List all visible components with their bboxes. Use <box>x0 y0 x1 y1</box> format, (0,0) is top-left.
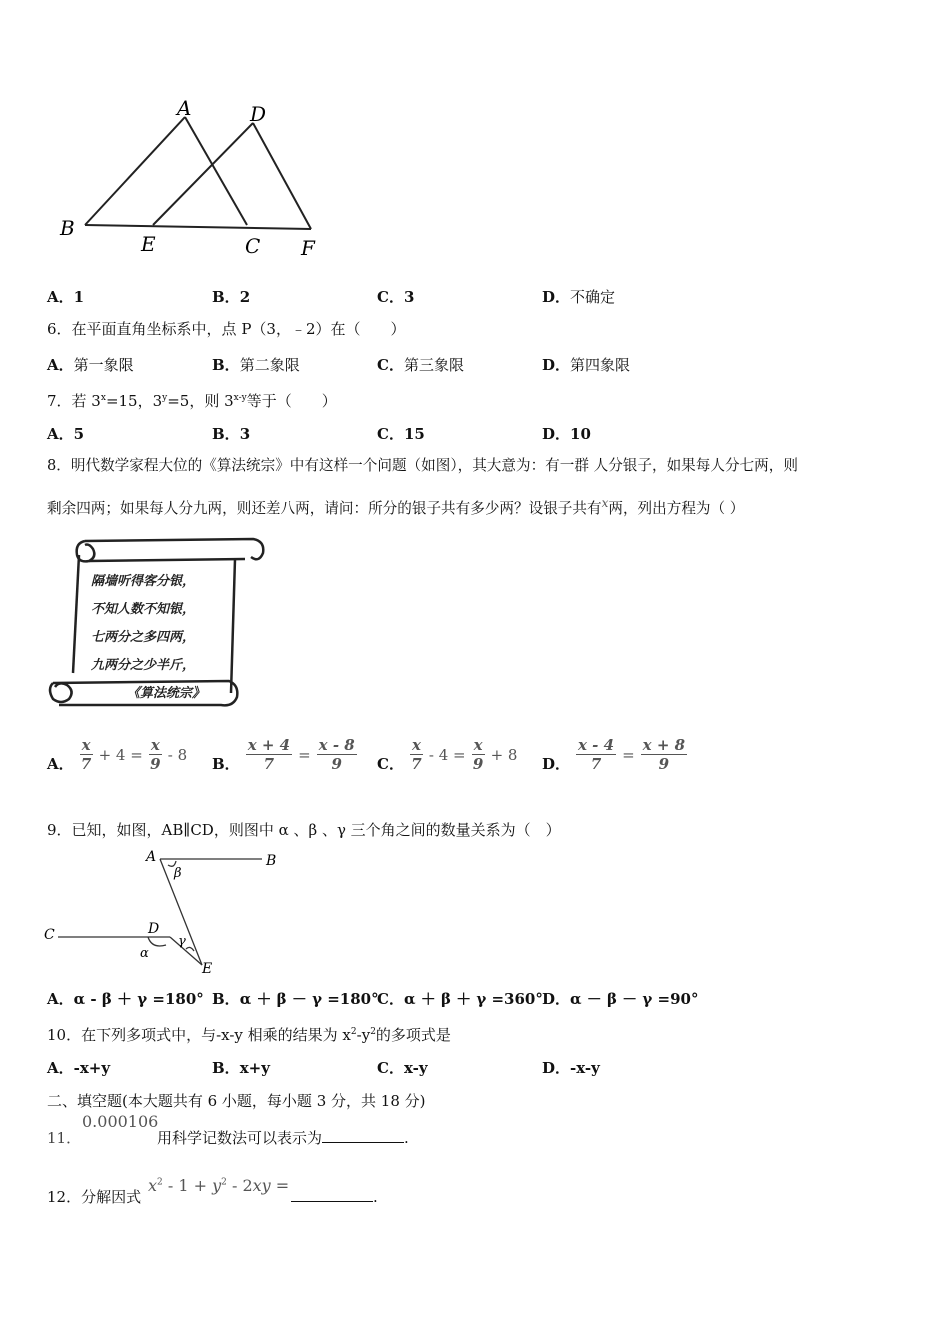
q9-option-c[interactable]: C．α ＋ β ＋ γ =360° <box>377 990 543 1008</box>
q12-expression: $x^2 - 1 + y^2 - 2xy$ = <box>148 1176 290 1195</box>
scroll-line-2: 不知人数不知银， <box>91 602 196 617</box>
q10-option-d[interactable]: D．-x-y <box>542 1059 600 1077</box>
q7-stem: 7．若 $3^x=15$，$3^y=5$，则 3$^{x-y}$等于（ ） <box>47 392 337 410</box>
q11-number: 11． <box>47 1129 82 1147</box>
q10-option-c[interactable]: C．x-y <box>377 1059 428 1077</box>
q8-stem-line2: 剩余四两；如果每人分九两，则还差八两，请问：所分的银子共有多少两？设银子共有$^x$两，列出方程为（ ） <box>47 496 745 517</box>
q9-option-d[interactable]: D．α － β － γ =90° <box>542 990 699 1008</box>
fig9-label-a: A <box>146 849 157 865</box>
label-d: D <box>250 102 267 126</box>
label-f: F <box>301 236 315 260</box>
q6-option-c[interactable]: C．第三象限 <box>377 356 464 374</box>
scroll-line-4: 九两分之少半斤， <box>91 658 196 673</box>
q7-option-d[interactable]: D．10 <box>542 425 591 443</box>
label-a: A <box>177 96 192 120</box>
scroll-line-1: 隔墙听得客分银， <box>91 574 196 589</box>
q12-number: 12．分解因式 <box>47 1188 142 1206</box>
q5-option-c[interactable]: C．3 <box>377 288 415 306</box>
scroll-image <box>45 533 270 718</box>
q12-answer-blank[interactable] <box>291 1187 373 1202</box>
q9-option-a[interactable]: A．α - β ＋ γ =180° <box>47 990 204 1008</box>
q12-answer: . <box>291 1187 378 1207</box>
q9-option-b[interactable]: B．α ＋ β － γ =180° <box>212 990 379 1008</box>
q8-option-a[interactable]: A． $\frac{x}{7}$ + 4 = $\frac{x}{9}$ - 8 <box>47 736 188 773</box>
q8-stem-line1: 8．明代数学家程大位的《算法统宗》中有这样一个问题（如图），其大意为：有一群 人分银子，如果每人分七两，则 <box>47 457 798 474</box>
fig9-label-c: C <box>44 927 55 943</box>
section-heading-fill-in: 二、填空题(本大题共有 6 小题，每小题 3 分，共 18 分) <box>47 1092 426 1110</box>
q9-stem: 9．已知，如图，AB∥CD，则图中 α 、β 、γ 三个角之间的数量关系为（ ） <box>47 821 561 839</box>
q7-option-c[interactable]: C．15 <box>377 425 425 443</box>
q7-option-b[interactable]: B．3 <box>212 425 251 443</box>
q6-stem: 6．在平面直角坐标系中，点 P（3，﹣2）在（ ） <box>47 320 406 338</box>
fig9-label-e: E <box>202 961 213 977</box>
q8-option-b[interactable]: B． $\frac{x + 4}{7}$ = $\frac{x - 8}{9}$ <box>212 736 355 773</box>
q11-answer-blank[interactable] <box>322 1128 404 1143</box>
fig9-label-d: D <box>148 921 160 937</box>
scroll-line-5: 《算法统宗》 <box>127 686 206 701</box>
fig9-label-gamma: γ <box>178 934 186 949</box>
fig9-label-b: B <box>266 853 277 869</box>
label-b: B <box>60 216 75 240</box>
triangle-figure <box>55 95 335 265</box>
label-e: E <box>141 232 156 256</box>
q5-option-d[interactable]: D．不确定 <box>542 288 616 306</box>
q8-option-d[interactable]: D． $\frac{x - 4}{7}$ = $\frac{x + 8}{9}$ <box>542 736 686 773</box>
q7-option-a[interactable]: A．5 <box>47 425 85 443</box>
q5-option-b[interactable]: B．2 <box>212 288 251 306</box>
label-c: C <box>245 234 261 258</box>
q6-option-d[interactable]: D．第四象限 <box>542 356 631 374</box>
fig9-label-beta: β <box>174 866 182 881</box>
q8-option-c[interactable]: C． $\frac{x}{7}$ - 4 = $\frac{x}{9}$ + 8 <box>377 736 518 773</box>
q10-stem: 10．在下列多项式中，与-x-y 相乘的结果为 $x^2-y^2$的多项式是 <box>47 1026 451 1044</box>
q5-option-a[interactable]: A．1 <box>47 288 85 306</box>
q11-text: 用科学记数法可以表示为 . <box>157 1129 409 1147</box>
q6-option-a[interactable]: A．第一象限 <box>47 356 134 374</box>
q10-option-b[interactable]: B．x+y <box>212 1059 270 1077</box>
q6-option-b[interactable]: B．第二象限 <box>212 356 300 374</box>
q10-option-a[interactable]: A．-x+y <box>47 1059 111 1077</box>
fig9-label-alpha: α <box>140 946 149 961</box>
scroll-line-3: 七两分之多四两， <box>91 630 196 645</box>
parallel-lines-figure <box>40 845 300 980</box>
q11-value: 0.000106 <box>82 1112 159 1131</box>
